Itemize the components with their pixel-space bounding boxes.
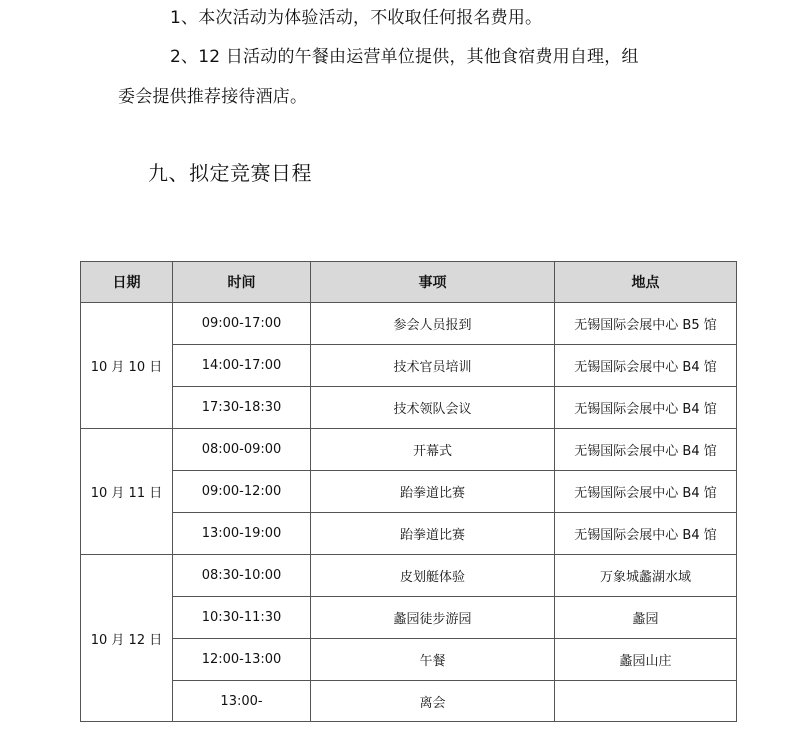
notice-paragraph-1: 1、本次活动为体验活动，不收取任何报名费用。 xyxy=(170,8,543,28)
table-row xyxy=(81,597,737,639)
location-cell: 无锡国际会展中心 B4 馆 xyxy=(555,387,737,429)
header-item: 事项 xyxy=(311,262,555,303)
time-cell: 10:30-11:30 xyxy=(173,597,311,639)
item-cell: 跆拳道比赛 xyxy=(311,513,555,555)
table-row xyxy=(81,303,737,345)
location-cell xyxy=(555,681,737,722)
time-cell: 09:00-12:00 xyxy=(173,471,311,513)
location-cell: 无锡国际会展中心 B5 馆 xyxy=(555,303,737,345)
item-cell: 技术领队会议 xyxy=(311,387,555,429)
item-cell: 蠡园徒步游园 xyxy=(311,597,555,639)
time-cell: 13:00-19:00 xyxy=(173,513,311,555)
time-cell: 12:00-13:00 xyxy=(173,639,311,681)
location-cell: 万象城蠡湖水域 xyxy=(555,555,737,597)
table-header-row xyxy=(81,262,737,303)
date-cell: 10 月 11 日 xyxy=(81,429,173,555)
header-date: 日期 xyxy=(81,262,173,303)
time-cell: 14:00-17:00 xyxy=(173,345,311,387)
notice-paragraph-2-line-1: 2、12 日活动的午餐由运营单位提供，其他食宿费用自理，组 xyxy=(170,47,639,67)
item-cell: 离会 xyxy=(311,681,555,722)
date-cell: 10 月 10 日 xyxy=(81,303,173,429)
item-cell: 技术官员培训 xyxy=(311,345,555,387)
time-cell: 09:00-17:00 xyxy=(173,303,311,345)
section-heading: 九、拟定竞赛日程 xyxy=(148,161,312,185)
item-cell: 跆拳道比赛 xyxy=(311,471,555,513)
header-time: 时间 xyxy=(173,262,311,303)
location-cell: 无锡国际会展中心 B4 馆 xyxy=(555,471,737,513)
table-row xyxy=(81,681,737,722)
table-row xyxy=(81,345,737,387)
location-cell: 蠡园 xyxy=(555,597,737,639)
time-cell: 17:30-18:30 xyxy=(173,387,311,429)
table-row xyxy=(81,555,737,597)
location-cell: 无锡国际会展中心 B4 馆 xyxy=(555,513,737,555)
schedule-table xyxy=(80,261,737,722)
location-cell: 无锡国际会展中心 B4 馆 xyxy=(555,345,737,387)
time-cell: 13:00- xyxy=(173,681,311,722)
time-cell: 08:30-10:00 xyxy=(173,555,311,597)
location-cell: 蠡园山庄 xyxy=(555,639,737,681)
item-cell: 皮划艇体验 xyxy=(311,555,555,597)
table-row xyxy=(81,429,737,471)
item-cell: 午餐 xyxy=(311,639,555,681)
table-row xyxy=(81,513,737,555)
table-row xyxy=(81,639,737,681)
location-cell: 无锡国际会展中心 B4 馆 xyxy=(555,429,737,471)
table-row xyxy=(81,387,737,429)
time-cell: 08:00-09:00 xyxy=(173,429,311,471)
header-location: 地点 xyxy=(555,262,737,303)
date-cell: 10 月 12 日 xyxy=(81,555,173,722)
table-row xyxy=(81,471,737,513)
notice-paragraph-2-line-2: 委会提供推荐接待酒店。 xyxy=(118,87,308,107)
item-cell: 开幕式 xyxy=(311,429,555,471)
item-cell: 参会人员报到 xyxy=(311,303,555,345)
